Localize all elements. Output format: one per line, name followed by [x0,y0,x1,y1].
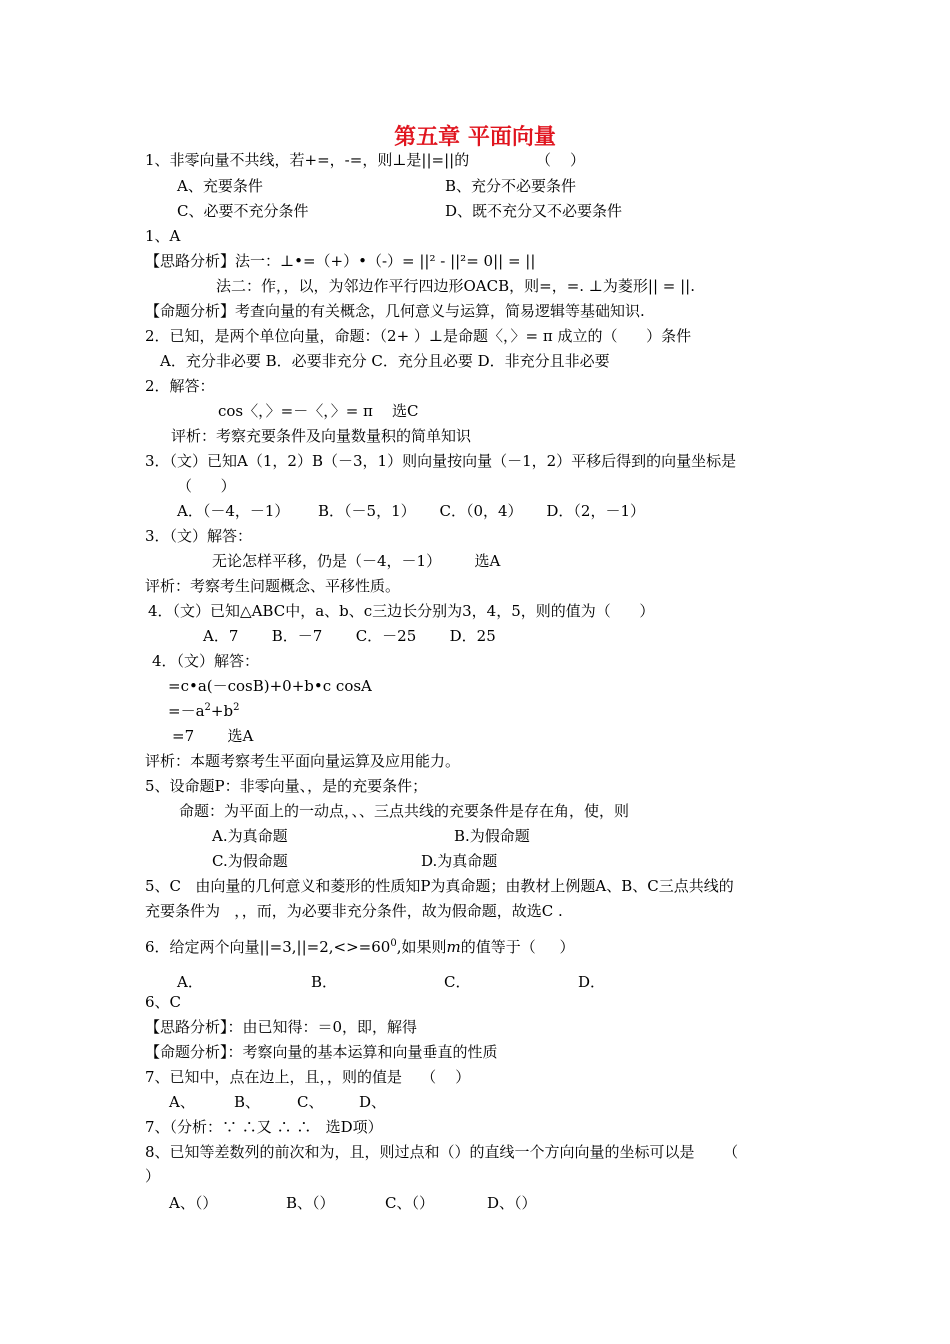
q6-option-d: D． [578,973,606,991]
q2-comment: 评析：考察充要条件及向量数量积的简单知识 [171,427,472,445]
q8-option-c: C、（） [385,1194,434,1212]
q1-analysis-2: 法二：作，，以，为邻边作平行四边形OACB，则=，=. ⊥为菱形|| = ||. [216,277,695,295]
q1-comment: 【命题分析】考查向量的有关概念，几何意义与运算，简易逻辑等基础知识. [145,302,645,320]
q2-options: A．充分非必要 B．必要非充分 C．充分且必要 D．非充分且非必要 [160,352,610,370]
q6-analysis: 【思路分析】：由已知得：＝0，即，解得 [145,1018,418,1036]
q5-stem-2: 命题：为平面上的一动点，、、三点共线的充要条件是存在角，使，则 [179,802,630,820]
q5-answer-1: 5、C 由向量的几何意义和菱形的性质知P为真命题；由教材上例题A、B、C三点共线的 [145,877,734,895]
q5-option-c: C.为假命题 [212,852,288,870]
q1-answer: 1、A [145,227,181,245]
q3-stem: 3．（文）已知A（1，2）B（－3，1）则向量按向量（－1，2）平移后得到的向量坐标是 [145,452,737,470]
q1-stem: 1、非零向量不共线，若+=，-=，则⊥是||=||的 （ ） [145,151,586,169]
q3-stem-blank: （ ） [177,477,236,495]
q3-comment: 评析：考察考生问题概念、平移性质。 [145,577,401,595]
q3-answer-heading: 3．（文）解答： [145,527,253,545]
q4-options: A．7 B．－7 C．－25 D．25 [203,627,496,645]
q2-answer: cos〈，〉=－〈，〉= π 选C [218,402,419,420]
q4-derivation-2: $=-a^2+b^2$ [168,702,240,720]
q4-derivation-3: =7 选A [172,727,254,745]
q7-answer: 7、（分析：∵ ∴又 ∴ ∴ 选D项） [145,1118,383,1136]
q3-answer: 无论怎样平移，仍是（－4，－1） 选A [212,552,501,570]
q1-option-c: C、必要不充分条件 [177,202,309,220]
q7-stem: 7、已知中，点在边上，且，，则的值是 （ ） [145,1068,471,1086]
q1-option-b: B、充分不必要条件 [445,177,577,195]
q7-option-a: A、 [169,1093,195,1111]
q5-option-a: A.为真命题 [212,827,288,845]
page-title: 第五章 平面向量 [394,125,556,150]
q5-stem-1: 5、设命题P：非零向量、，是的充要条件； [145,777,428,795]
q8-stem: 8、已知等差数列的前次和为，且，则过点和（）的直线一个方向向量的坐标可以是 （ [145,1143,739,1161]
q6-comment: 【命题分析】：考察向量的基本运算和向量垂直的性质 [145,1043,498,1061]
q2-answer-heading: 2．解答： [145,377,215,395]
q8-option-a: A、（） [169,1194,218,1212]
q8-stem-end: ） [145,1167,161,1185]
q2-stem: 2．已知，是两个单位向量，命题：（2+ ）⊥是命题〈，〉= π 成立的（ ）条件 [145,327,692,345]
q8-option-d: D、（） [487,1194,537,1212]
q7-option-b: B、 [234,1093,261,1111]
q4-answer-heading: 4．（文）解答： [152,652,260,670]
q1-option-a: A、充要条件 [177,177,263,195]
q6-option-c: C． [444,973,471,991]
q1-analysis-1: 【思路分析】法一：⊥•=（+）•（-）= ||² - ||²= 0|| = || [145,252,536,270]
q6-answer: 6、C [145,993,182,1011]
q3-options: A．（－4，－1） B．（－5，1） C．（0，4） D．（2，－1） [177,502,645,520]
q4-comment: 评析：本题考察考生平面向量运算及应用能力。 [145,752,461,770]
q7-option-d: D、 [359,1093,387,1111]
q5-option-b: B.为假命题 [454,827,530,845]
q1-option-d: D、既不充分又不必要条件 [445,202,623,220]
q7-option-c: C、 [297,1093,324,1111]
q4-stem: 4．（文）已知△ABC中，a、b、c三边长分别为3，4，5，则的值为（ ） [148,602,655,620]
q5-answer-2: 充要条件为 ，，而，为必要非充分条件，故为假命题，故选C . [145,902,563,920]
q5-option-d: D.为真命题 [421,852,498,870]
q6-option-b: B． [311,973,338,991]
q6-stem: 6．给定两个向量$||=3,||=2,<>=60^0$,如果则m的值等于（ ） [145,938,575,956]
q4-derivation-1: =c•a(－cosB)+0+b•c cosA [168,677,372,695]
q6-option-a: A． [177,973,203,991]
q8-option-b: B、（） [286,1194,335,1212]
